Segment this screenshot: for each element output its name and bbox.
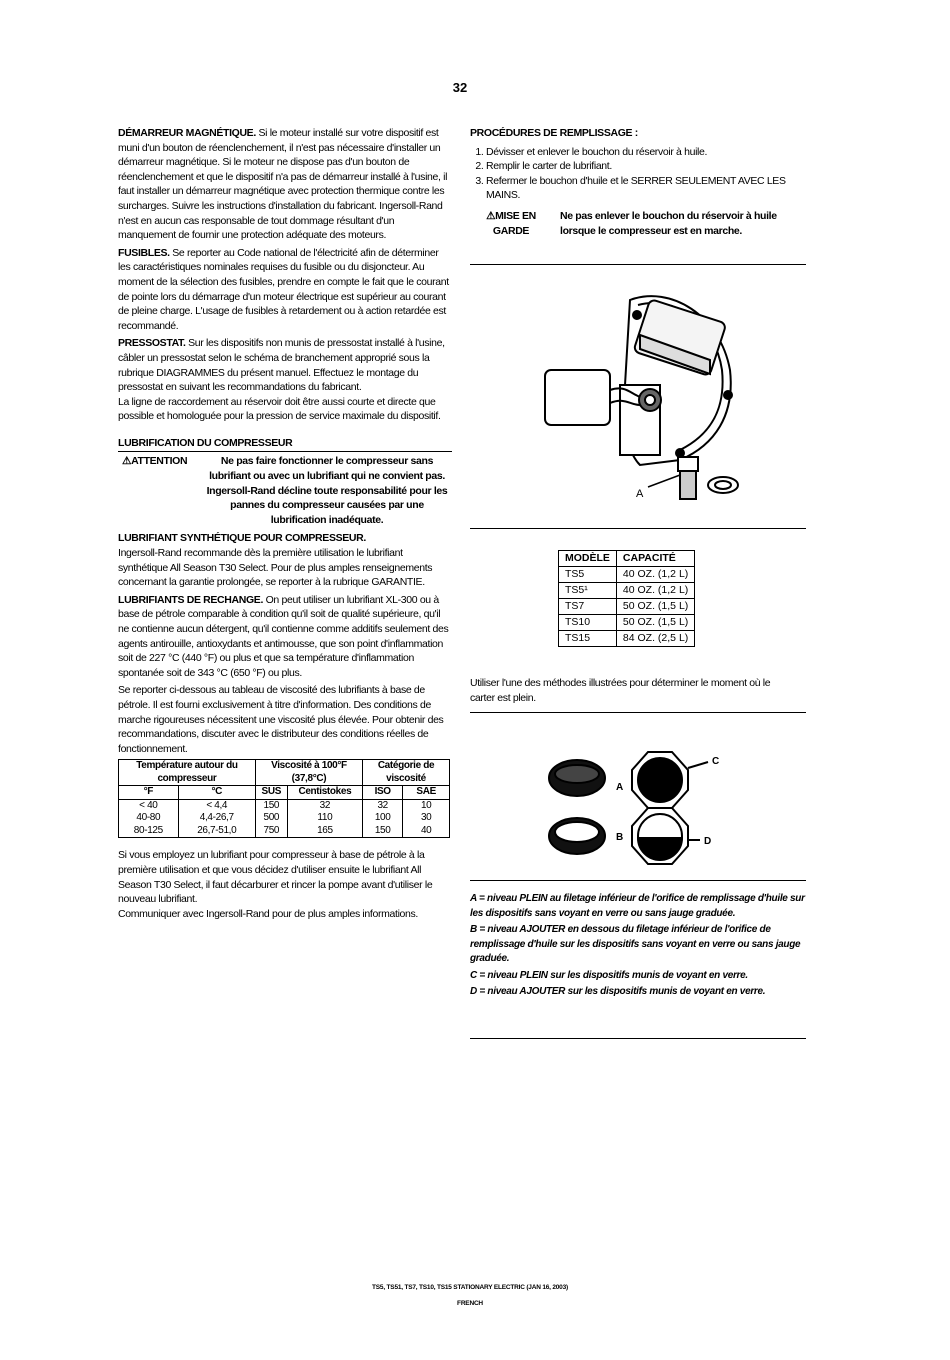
step-item: 3. Refermer le bouchon d'huile et le SERRER SEULEMENT AVEC LES MAINS.: [486, 174, 806, 203]
legend-item: B = niveau AJOUTER en dessous du filetage inférieur de l'orifice de remplissage d'huile sur les dispositifs sans voyant en verre ou sans jauge graduée.: [470, 924, 801, 964]
gauge-label-d: D: [704, 836, 712, 847]
text-rechange: On peut utiliser un lubrifiant XL-300 ou à base de pétrole comparable à condition qu'il soit de qualité supérieure, qu'il ne contienne aucun détergent, qu'il contienne comme additifs seulement des agents antirouille, antioxydants et antimousse, que son point d'inflammation soit de 227 °C (440 °F) ou plus et que sa température d'inflammation spontanée soit de 343 °C (650 °F) ou plus.: [118, 593, 449, 679]
heading-fusibles: FUSIBLES.: [118, 246, 170, 259]
gauge-label-c: C: [712, 756, 720, 767]
table-row: [559, 615, 695, 631]
heading-rechange: LUBRIFIANTS DE RECHANGE.: [118, 593, 264, 606]
table-cell: 150: [363, 825, 403, 838]
divider: [470, 264, 806, 265]
table-cell: TS5¹: [559, 583, 617, 599]
header-categorie: Catégorie de viscosité: [363, 760, 450, 786]
table-cell: 500: [255, 812, 287, 825]
table-cell: 50 OZ. (1,5 L): [616, 599, 694, 615]
oil-level-gauges: [540, 740, 740, 870]
header-capacite: CAPACITÉ: [616, 551, 694, 567]
text-demarreur: Si le moteur installé sur votre dispositif est muni d'un bouton de réenclenchement, il n'est pas nécessaire d'installer un démarreur magnétique. Si le moteur ne dispose pas d'un bouton de réenclenchement et que le dispositif n'a pas de démarreur installé à l'usine, il faut installer un démarreur magnétique avec protection thermique contre les surcharges. Suivre les instructions d'installation du fabricant. Ingersoll-Rand n'est en aucun cas responsable de tout dommage résultant d'un manquement de fournir une protection adéquate des moteurs.: [118, 127, 448, 242]
text-synthetique: Ingersoll-Rand recommande dès la première utilisation le lubrifiant synthétique All Season T30 Select. Pour de plus amples renseignements concernant la garantie prolongée, se reporter à la rubrique GARANTIE.: [118, 547, 433, 589]
divider: [470, 712, 806, 713]
gauge-label-b: B: [616, 832, 624, 843]
legend-item: D = niveau AJOUTER sur les dispositifs munis de voyant en verre.: [470, 986, 766, 997]
procedure-steps: [470, 145, 806, 203]
table-cell: TS10: [559, 615, 617, 631]
table-cell: 40: [403, 825, 450, 838]
paragraph-ligne: La ligne de raccordement au réservoir doit être aussi courte et directe que possible et homologuée pour la pression de service maximale du dispositif.: [118, 395, 441, 423]
subheader-centistokes: Centistokes: [287, 786, 362, 800]
table-row: [559, 599, 695, 615]
text-fusibles: Se reporter au Code national de l'électricité afin de déterminer les caractéristiques nominales requises du fusible ou du disjoncteur. Au moment de la sélection des fusibles, prendre en compte le fait que le courant de pointe lors du démarrage d'un moteur électrique est supérieur au courant de pleine charge. L'usage de fusibles à retardement ou à action retardée est recommandé.: [118, 246, 449, 332]
table-cell: 26,7-51,0: [178, 825, 255, 838]
table-row: [559, 583, 695, 599]
table-cell: 32: [363, 799, 403, 812]
footer-line-1: TS5, TS51, TS7, TS10, TS15 STATIONARY ELECTRIC (JAN 16, 2003): [372, 1284, 568, 1291]
paragraph-final: Si vous employez un lubrifiant pour compresseur à base de pétrole à la première utilisation et que vous décidez d'utiliser ensuite le lubrifiant All Season T30 Select, il faut décarburer et rincer la pompe avant d'utiliser le nouveau lubrifiant.: [118, 849, 433, 906]
mise-en-garde-text: Ne pas enlever le bouchon du réservoir à huile lorsque le compresseur est en marche.: [560, 209, 777, 237]
table-row: [119, 799, 450, 812]
legend-item: C = niveau PLEIN sur les dispositifs munis de voyant en verre.: [470, 969, 748, 981]
table-cell: 4,4-26,7: [178, 812, 255, 825]
attention-block: [118, 454, 452, 527]
section-title-lubrification: LUBRIFICATION DU COMPRESSEUR: [118, 436, 452, 453]
mise-en-garde-block: [470, 209, 806, 238]
subheader-iso: ISO: [363, 786, 403, 800]
divider: [470, 528, 806, 529]
use-method-text: Utiliser l'une des méthodes illustrées pour déterminer le moment où le carter est plein.: [470, 677, 771, 704]
table-row: [559, 567, 695, 583]
right-column: [470, 126, 806, 242]
subheader-sae: SAE: [403, 786, 450, 800]
table-cell: TS15: [559, 631, 617, 647]
step-item: 2. Remplir le carter de lubrifiant.: [486, 159, 806, 174]
table-cell: 150: [255, 799, 287, 812]
viscosity-table: [118, 759, 450, 838]
subheader-sus: SUS: [255, 786, 287, 800]
divider: [470, 880, 806, 881]
table-cell: < 4,4: [178, 799, 255, 812]
table-cell: 110: [287, 812, 362, 825]
table-cell: TS5: [559, 567, 617, 583]
attention-label: ⚠ATTENTION: [122, 455, 188, 468]
table-cell: 32: [287, 799, 362, 812]
paragraph-rechange: [118, 593, 452, 681]
subheader-f: °F: [119, 786, 179, 800]
subheader-c: °C: [178, 786, 255, 800]
heading-pressostat: PRESSOSTAT.: [118, 337, 186, 350]
paragraph-viscosite: Se reporter ci-dessous au tableau de viscosité des lubrifiants à base de pétrole. Il est fourni exclusivement à titre d'information. Des conditions de marche rigoureuses nécessitent une viscosité plus élevée. Pour obtenir des recommandations, discuter avec le distributeur des conditions réelles de fonctionnement.: [118, 684, 444, 755]
table-cell: < 40: [119, 799, 179, 812]
left-column: [118, 126, 452, 924]
table-cell: 750: [255, 825, 287, 838]
table-row: [559, 631, 695, 647]
gauge-label-a: A: [616, 782, 624, 793]
header-modele: MODÈLE: [559, 551, 617, 567]
paragraph-pressostat: [118, 336, 452, 394]
table-cell: 80-125: [119, 825, 179, 838]
table-cell: 40-80: [119, 812, 179, 825]
attention-text: Ne pas faire fonctionner le compresseur sans lubrifiant ou avec un lubrifiant qui ne convient pas. Ingersoll-Rand décline toute responsabilité pour les pannes du compresseur causées par une lubrification inadéquate.: [206, 455, 448, 526]
table-row: [119, 812, 450, 825]
table-row: [119, 825, 450, 838]
table-cell: 165: [287, 825, 362, 838]
paragraph-synthetique: [118, 531, 452, 589]
fig-label-a: A: [636, 488, 644, 500]
table-cell: TS7: [559, 599, 617, 615]
capacity-table: [558, 550, 695, 647]
table-cell: 50 OZ. (1,5 L): [616, 615, 694, 631]
header-temperature: Température autour du compresseur: [119, 760, 256, 786]
heading-synthetique: LUBRIFIANT SYNTHÉTIQUE POUR COMPRESSEUR.: [118, 532, 366, 545]
page-number: 32: [452, 80, 468, 95]
text-pressostat: Sur les dispositifs non munis de pressostat installé à l'usine, câbler un pressostat selon le schéma de branchement approprié sous la rubrique DIAGRAMMES du présent manuel. Effectuez le montage du pressostat en suivant les recommandations du fabricant.: [118, 337, 445, 394]
table-cell: 84 OZ. (2,5 L): [616, 631, 694, 647]
step-item: 1. Dévisser et enlever le bouchon du réservoir à huile.: [486, 145, 806, 160]
table-cell: 40 OZ. (1,2 L): [616, 583, 694, 599]
procedure-title: PROCÉDURES DE REMPLISSAGE :: [470, 127, 638, 139]
table-cell: 40 OZ. (1,2 L): [616, 567, 694, 583]
header-viscosite: Viscosité à 100°F (37,8°C): [255, 760, 362, 786]
oil-fill-illustration: [530, 275, 760, 515]
paragraph-demarreur: [118, 126, 452, 243]
table-cell: 100: [363, 812, 403, 825]
table-cell: 30: [403, 812, 450, 825]
paragraph-contact: Communiquer avec Ingersoll-Rand pour de plus amples informations.: [118, 907, 418, 920]
divider: [470, 1038, 806, 1039]
footer-line-2: FRENCH: [457, 1300, 483, 1307]
paragraph-fusibles: [118, 246, 452, 334]
mise-en-garde-label: ⚠MISE EN GARDE: [486, 209, 536, 237]
table-cell: 10: [403, 799, 450, 812]
legend-item: A = niveau PLEIN au filetage inférieur de l'orifice de remplissage d'huile sur les dispositifs sans voyant en verre ou sans jauge graduée.: [470, 893, 805, 919]
heading-demarreur: DÉMARREUR MAGNÉTIQUE.: [118, 127, 256, 139]
gauge-legend: [470, 892, 806, 1002]
